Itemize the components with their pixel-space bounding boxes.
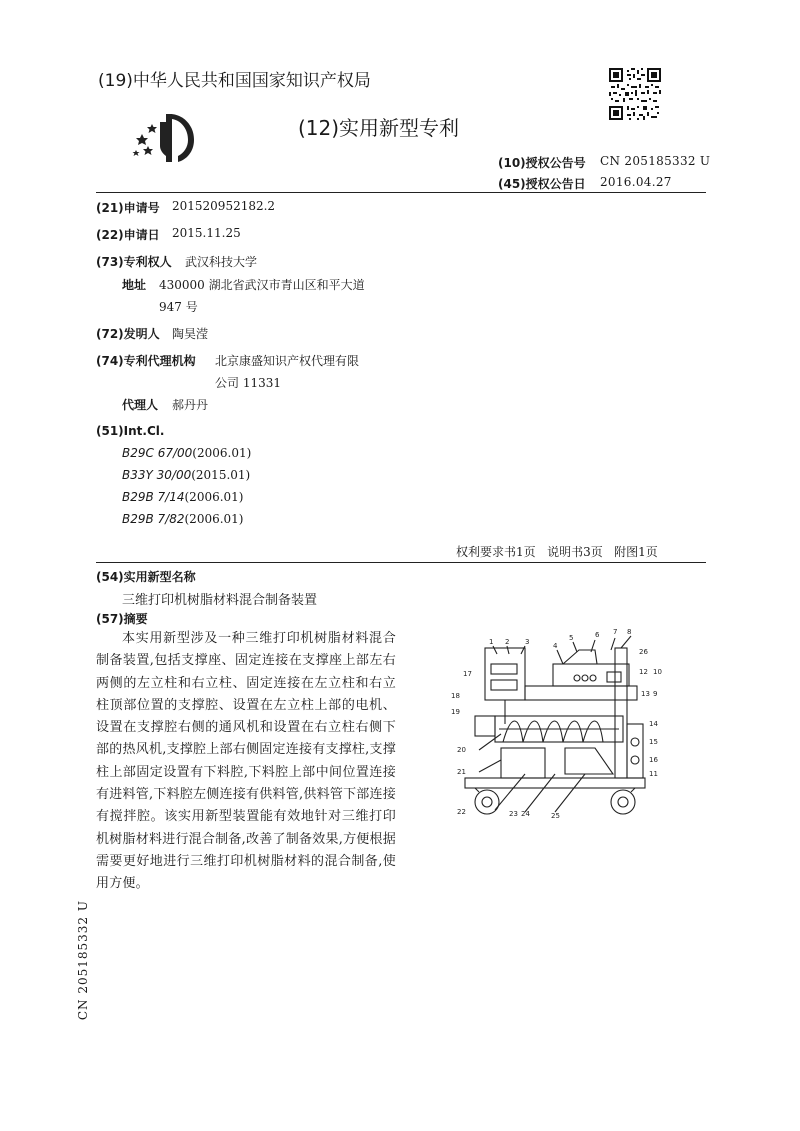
pub-date-value: 2016.04.27	[600, 175, 672, 189]
figure-label: 22	[457, 808, 466, 816]
figure-label: 26	[639, 648, 648, 656]
figure-label: 24	[521, 810, 530, 818]
figure-label: 3	[525, 638, 530, 646]
utility-model-title: 三维打印机树脂材料混合制备装置	[122, 593, 318, 608]
abstract-text: 本实用新型涉及一种三维打印机树脂材料混合制备装置,包括支撑座、固定连接在支撑座上部左右两侧的左立柱和右立柱、固定连接在左立柱和右立柱顶部位置的支撑腔、设置在左立柱上部的电机、设置在支撑腔右侧的通风机和设置在右立柱右侧下部的热风机,支撑腔上部右侧固定连接有支撑柱,支撑柱上部固定设置有下料腔,下料腔上部中间位置连接有进料管,下料腔左侧连接有供料管,供料管下部连接有搅拌腔。该实用新型装置能有效地针对三维打印机树脂材料进行混合制备,改善了制备效果,方便根据需要更好地进行三维打印机树脂材料的混合制备,使用方便。	[96, 631, 396, 892]
office-name: (19)中华人民共和国国家知识产权局	[98, 71, 371, 91]
figure-label: 18	[451, 692, 460, 700]
figure-label: 13	[641, 690, 650, 698]
agent-label: 代理人	[122, 398, 159, 412]
pub-no-label: (10)授权公告号	[498, 156, 586, 170]
figure-label: 19	[451, 708, 460, 716]
figure-label: 9	[653, 690, 658, 698]
app-no-label: (21)申请号	[96, 201, 160, 215]
agency-label: (74)专利代理机构	[96, 354, 196, 368]
title-label: (54)实用新型名称	[96, 570, 196, 584]
figure-label: 1	[489, 638, 494, 646]
figure-label: 15	[649, 738, 658, 746]
biblio-divider	[96, 562, 706, 563]
abstract-figure	[445, 624, 665, 836]
figure-label: 20	[457, 746, 466, 754]
patentee-label: (73)专利权人	[96, 255, 172, 269]
intcl-code: B29C 67/00	[122, 446, 193, 460]
intcl-code: B29B 7/82	[122, 512, 185, 526]
figure-label: 12	[639, 668, 648, 676]
address-line-2: 947 号	[159, 300, 198, 314]
intcl-code: B29B 7/14	[122, 490, 185, 504]
pub-no-value: CN 205185332 U	[600, 154, 711, 168]
figure-label: 23	[509, 810, 518, 818]
figure-label: 4	[553, 642, 558, 650]
agent-value: 郝丹丹	[172, 398, 209, 412]
intcl-code: B33Y 30/00	[122, 468, 192, 482]
inventor-label: (72)发明人	[96, 327, 160, 341]
intcl-label: (51)Int.Cl.	[96, 424, 165, 438]
app-date-label: (22)申请日	[96, 228, 160, 242]
address-line-1: 430000 湖北省武汉市青山区和平大道	[159, 278, 365, 292]
figure-label: 7	[613, 628, 618, 636]
qr-code-icon	[609, 68, 661, 120]
intcl-version: (2006.01)	[184, 512, 244, 526]
figure-label: 2	[505, 638, 510, 646]
abstract-label: (57)摘要	[96, 612, 148, 626]
intcl-item	[122, 512, 244, 526]
figure-label: 10	[653, 668, 662, 676]
intcl-version: (2015.01)	[191, 468, 251, 482]
pub-date-label: (45)授权公告日	[498, 177, 586, 191]
figure-label: 16	[649, 756, 658, 764]
inventor-value: 陶昊滢	[172, 327, 209, 341]
figure-label: 6	[595, 631, 600, 639]
figure-label: 25	[551, 812, 560, 820]
side-publication-number: CN 205185332 U	[76, 900, 90, 1021]
pages-note: 权利要求书1页 说明书3页 附图1页	[456, 545, 658, 559]
app-no-value: 201520952182.2	[172, 199, 276, 213]
document-type: (12)实用新型专利	[298, 116, 460, 140]
app-date-value: 2015.11.25	[172, 226, 241, 240]
figure-label: 21	[457, 768, 466, 776]
agency-line-1: 北京康盛知识产权代理有限	[215, 354, 360, 368]
address-label: 地址	[122, 278, 147, 292]
intcl-item	[122, 468, 250, 482]
figure-label: 5	[569, 634, 574, 642]
cnipa-logo-icon	[130, 110, 208, 164]
intcl-version: (2006.01)	[192, 446, 252, 460]
patentee-value: 武汉科技大学	[185, 255, 258, 269]
figure-label: 11	[649, 770, 658, 778]
intcl-item	[122, 446, 251, 460]
intcl-item	[122, 490, 244, 504]
agency-line-2: 公司 11331	[215, 376, 281, 390]
header-divider	[96, 192, 706, 193]
figure-label: 8	[627, 628, 632, 636]
intcl-version: (2006.01)	[184, 490, 244, 504]
figure-label: 14	[649, 720, 658, 728]
figure-label: 17	[463, 670, 472, 678]
